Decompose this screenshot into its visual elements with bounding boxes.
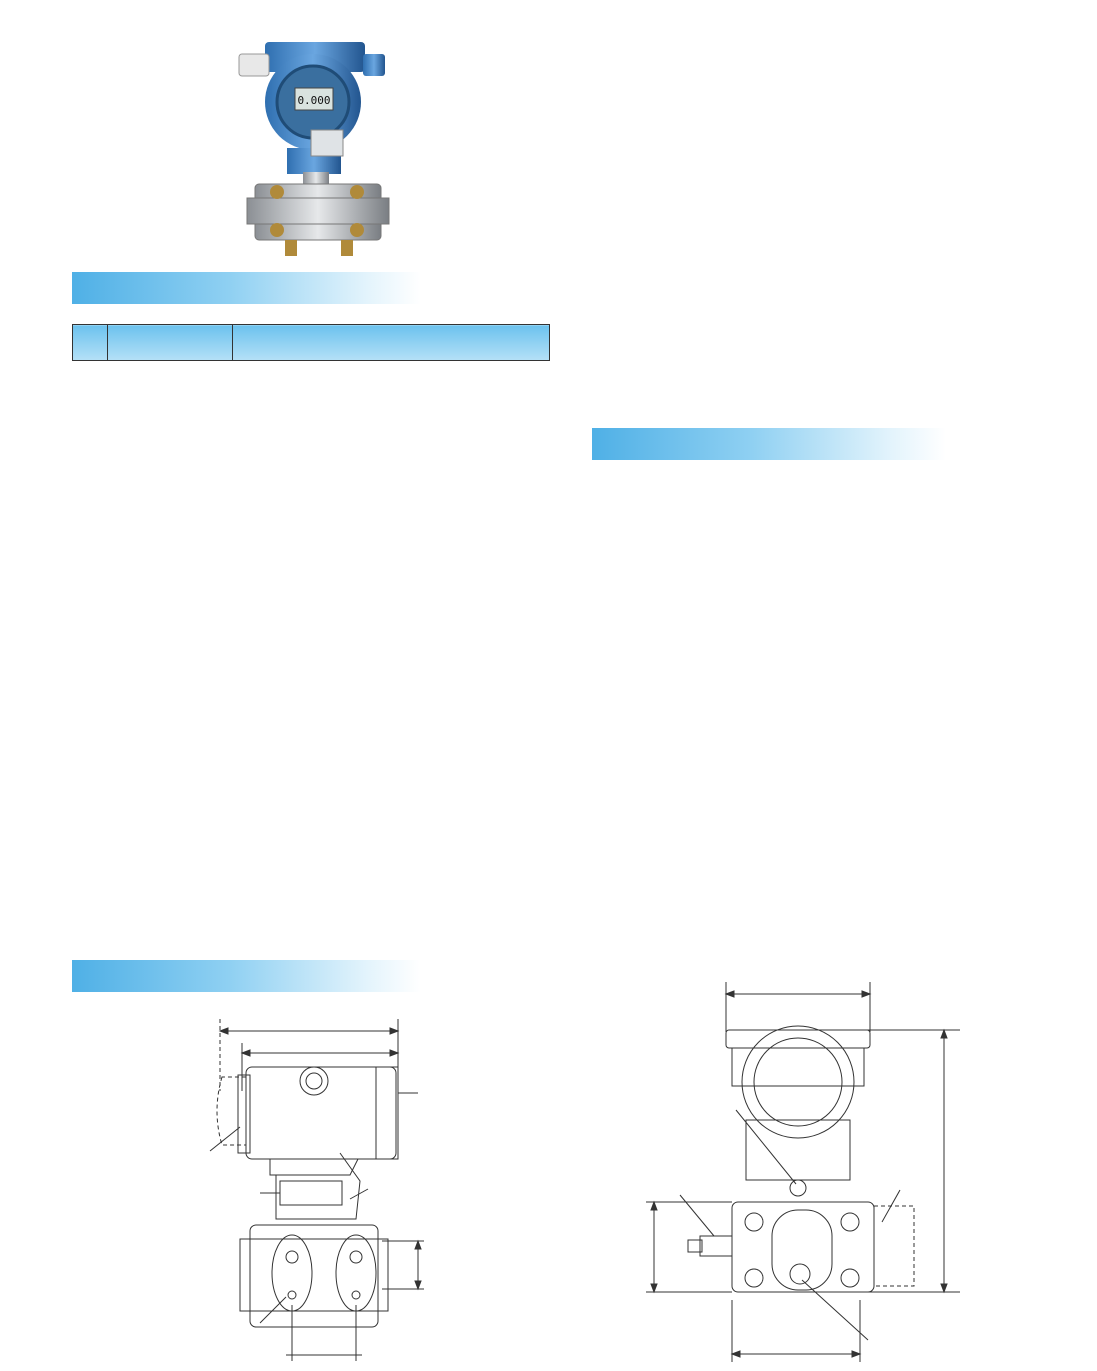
transmitter-illustration [225, 30, 415, 270]
header-select [73, 325, 108, 361]
dimension-drawing-left [100, 1005, 520, 1371]
product-photo [225, 30, 415, 270]
section-banner-dimensions [72, 960, 421, 992]
spec-table-header [73, 325, 550, 361]
right-drawing-lines [560, 970, 1060, 1370]
dimension-drawing-right [560, 970, 1060, 1370]
section-banner-tech-params [72, 272, 421, 304]
section-banner-tech-features [592, 428, 946, 460]
left-drawing-lines [100, 1005, 520, 1371]
header-name [108, 325, 233, 361]
svg-text:0.000: 0.000 [297, 94, 331, 107]
spec-table [72, 324, 550, 361]
header-value [233, 325, 550, 361]
